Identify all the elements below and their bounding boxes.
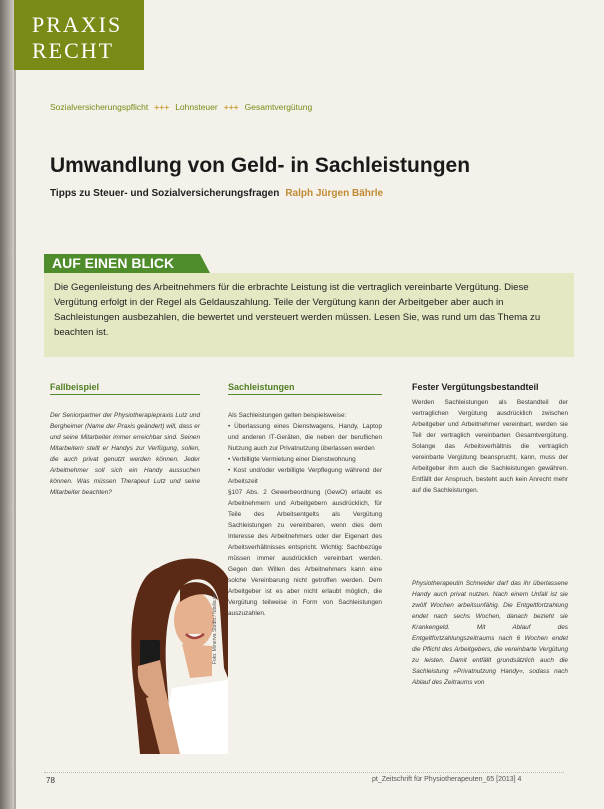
breadcrumb-separator: +++ bbox=[154, 102, 170, 112]
footer-source: pt_Zeitschrift für Physiotherapeuten_65 [2013] 4 bbox=[372, 776, 522, 783]
breadcrumb-item: Lohnsteuer bbox=[175, 102, 218, 112]
footer-divider bbox=[44, 772, 564, 773]
breadcrumb bbox=[50, 102, 312, 112]
col2-heading: Sachleistungen bbox=[228, 382, 295, 392]
col1-heading: Fallbeispiel bbox=[50, 382, 100, 392]
subtitle-text: Tipps zu Steuer- und Sozialversicherungsfragen bbox=[50, 188, 280, 199]
col3-text: Werden Sachleistungen als Bestandteil der vertraglichen Vergütung ausdrücklich zwischen Arbeitgeber und Arbeitnehmer vereinbart, werden sie Teil der vertraglich vereinbarten Gesamtvergütung. Solange das Arbeitsverhältnis die vertraglich vereinbarte Vergütung beansprucht, kann, muss der Arbeitgeber ihm auch die Sachleistungen gewähren. Entfällt der Anspruch, besteht auch kein Anrecht mehr auf die Sachleistungen. bbox=[412, 399, 568, 494]
col2-paragraph: §107 Abs. 2 Gewerbeordnung (GewO) erlaubt es Arbeitnehmern und Arbeitgebern ausdrücklich, für Teile des Arbeitsentgelts als Vergütung Sachleistungen zu vereinbaren, wenn dies dem Interesse des Arbeitnehmers oder der Eigenart des Arbeitsverhältnisses entspricht. Wichtig: Sachbezüge müssen immer ausdrücklich vereinbart werden. Gegen den Willen des Arbeitnehmers kann eine solche Vereinbarung nicht getroffen werden. Dem Arbeitgeber ist es aber nicht erlaubt möglich, die Vergütung teilweise in Form von Sachleistungen auszuzahlen. bbox=[228, 489, 382, 617]
col3-italic-text: Physiotherapeutin Schneider darf das ihr überlassene Handy auch privat nutzen. Nach einem Unfall ist sie zwölf Wochen arbeitsunfähig. Die Entgeltfortzahlung endet nach sechs Wochen, danach bezieht sie Krankengeld. Mit Ablauf des Entgeltfortzahlungszeitraums nach 6 Wochen endet die Pflicht des Arbeitgebers, die vereinbarte Vergütung zu leisten. Damit entfällt grundsätzlich auch die Sachleistung »Privatnutzung Handy«, sodass nach Ablauf des Zeitraums von bbox=[412, 580, 568, 686]
article-subtitle bbox=[50, 188, 383, 199]
col2-bullet: • Kost und/oder verbilligte Verpflegung während der Arbeitszeit bbox=[228, 467, 382, 485]
section-header bbox=[14, 0, 144, 70]
section-title-line1: PRAXIS bbox=[32, 12, 123, 37]
col2-bullet: • Überlassung eines Dienstwagens, Handy, Laptop und anderen IT-Geräten, die neben der beruflichen Nutzung auch zur Privatnutzung überlassen werden bbox=[228, 423, 383, 452]
breadcrumb-separator: +++ bbox=[223, 102, 239, 112]
page-gutter bbox=[0, 0, 14, 809]
col1-rule bbox=[50, 394, 200, 395]
col1-text: Der Seniorpartner der Physiotherapiepraxis Lutz und Bergheimer (Name der Praxis geändert) will, dass er und seine Mitarbeiter immer erreichbar sind. Seinen Mitarbeitern stellt er Handys zur Verfügung, sollen, die auch privat genutzt werden können. Jeder Arbeitnehmer soll sich ein Handy aussuchen können. Was müssen Therapeut Lutz und seine Mitarbeiter beachten? bbox=[50, 412, 200, 496]
col3-heading: Fester Vergütungsbestandteil bbox=[412, 382, 539, 392]
author-name: Ralph Jürgen Bährle bbox=[285, 188, 384, 199]
page-number: 78 bbox=[46, 776, 55, 785]
photo-credit: Foto: Minerva Studio / fotolia.de bbox=[212, 593, 218, 664]
section-title-line2: RECHT bbox=[32, 38, 115, 63]
col2-bullet: • Verbilligte Vermietung einer Dienstwohnung bbox=[228, 456, 356, 463]
glance-box: Die Gegenleistung des Arbeitnehmers für die erbrachte Leistung ist die vertraglich vereinbarte Vergütung. Diese Vergütung erfolgt in der Regel als Geldauszahlung. Teile der Vergütung kann der Arbeitgeber aber auch in Sachleistungen ausbezahlen, die bewertet und versteuert werden müssen. Lesen Sie, was rund um das Thema zu beachten ist. bbox=[44, 273, 574, 357]
breadcrumb-item: Gesamtvergütung bbox=[244, 102, 313, 112]
article-title: Umwandlung von Geld- in Sachleistungen bbox=[50, 154, 471, 177]
col2-rule bbox=[228, 394, 382, 395]
gutter-line bbox=[14, 0, 16, 809]
col2-body bbox=[228, 410, 382, 619]
breadcrumb-item: Sozialversicherungspflicht bbox=[50, 102, 149, 112]
glance-label: AUF EINEN BLICK bbox=[44, 254, 200, 273]
col2-intro: Als Sachleistungen gelten beispielsweise: bbox=[228, 412, 347, 419]
